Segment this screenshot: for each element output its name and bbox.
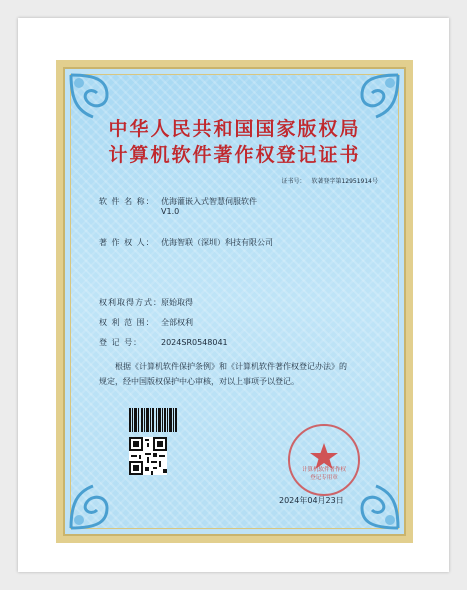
qr-code-icon bbox=[129, 437, 167, 475]
certificate-subtitle: 计算机软件著作权登记证书 bbox=[108, 144, 361, 166]
field-value: 原始取得 bbox=[161, 298, 193, 307]
statement-line: 规定，经中国版权保护中心审核，对以上事项予以登记。 bbox=[99, 377, 299, 386]
issue-date: 2024年04月23日 bbox=[279, 496, 344, 505]
statement bbox=[99, 359, 389, 389]
field-acquisition-method bbox=[99, 297, 193, 308]
seal-text: 计算机软件著作权 bbox=[301, 467, 346, 473]
field-label: 权 利 范 围： bbox=[99, 318, 155, 327]
field-label: 登 记 号： bbox=[99, 338, 143, 347]
statement-line: 根据《计算机软件保护条例》和《计算机软件著作权登记办法》的 bbox=[115, 362, 347, 371]
field-label: 著 作 权 人： bbox=[99, 238, 155, 247]
field-registration-number bbox=[99, 337, 228, 348]
field-label: 权利取得方式： bbox=[99, 298, 162, 307]
barcode-icon bbox=[129, 408, 177, 432]
field-label: 软 件 名 称： bbox=[99, 197, 155, 206]
field-value-version: V1.0 bbox=[161, 207, 180, 216]
certificate-title: 中华人民共和国国家版权局 bbox=[108, 118, 361, 140]
field-copyright-owner bbox=[99, 237, 273, 248]
certificate-number-value: 软著登字第12951914号 bbox=[311, 178, 378, 185]
field-value: 全部权利 bbox=[161, 318, 193, 327]
field-value: 优海智联（深圳）科技有限公司 bbox=[161, 238, 273, 247]
official-seal-icon bbox=[285, 421, 363, 499]
field-rights-scope bbox=[99, 317, 193, 328]
certificate-number-label: 证书号： bbox=[281, 178, 306, 185]
field-software-name bbox=[99, 196, 257, 216]
certificate-number bbox=[281, 176, 378, 185]
seal-text: 登记专用章 bbox=[310, 475, 338, 481]
corner-ornament-icon bbox=[67, 472, 137, 532]
certificate bbox=[56, 60, 413, 543]
field-value: 2024SR0548041 bbox=[161, 338, 228, 347]
field-value: 优海灌嵌入式智慧伺服软件 bbox=[161, 197, 257, 206]
